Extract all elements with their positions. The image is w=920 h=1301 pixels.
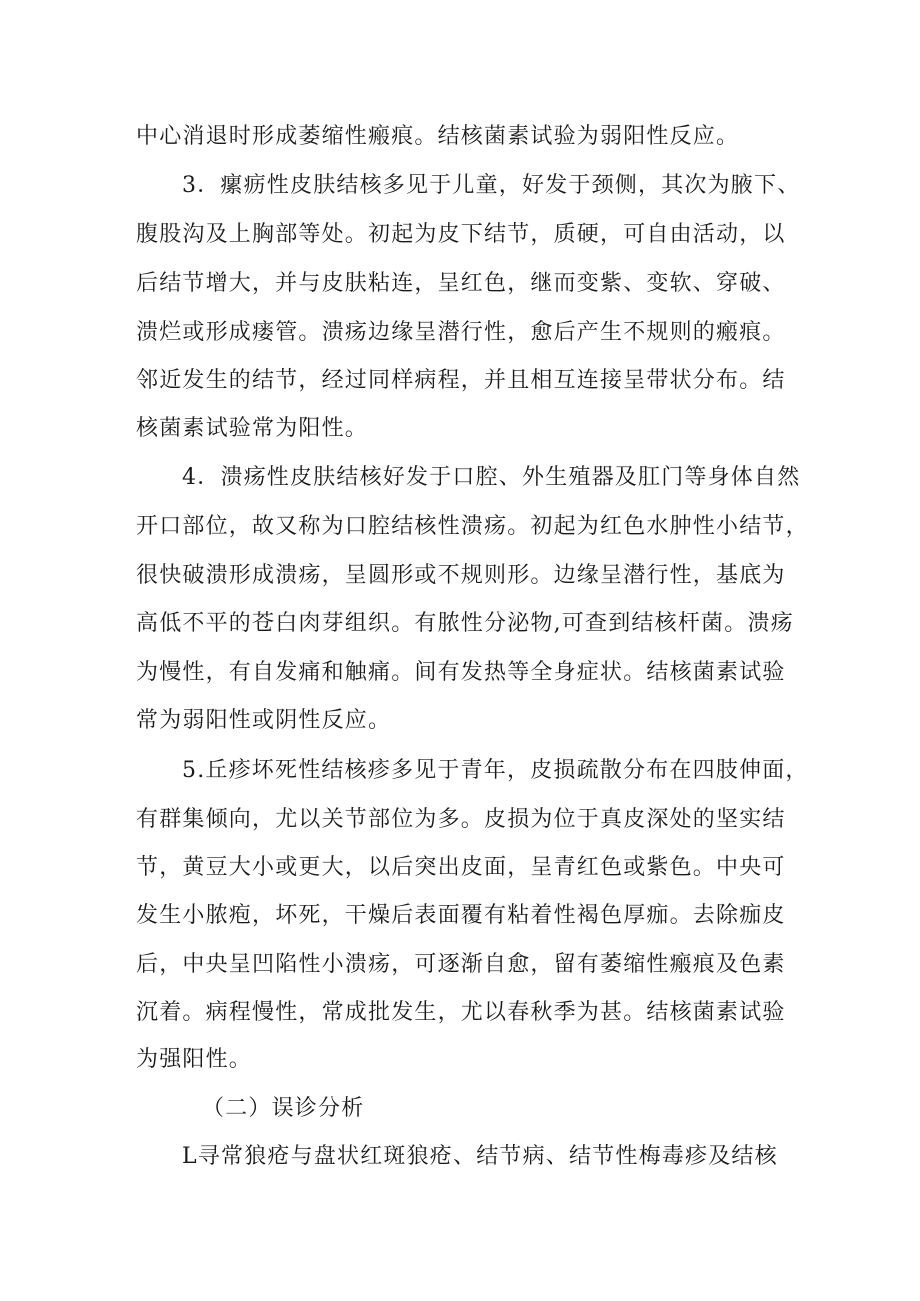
text-line: 腹股沟及上胸部等处。初起为皮下结节，质硬，可自由活动，以 [136,222,786,247]
text-line: 后结节增大，并与皮肤粘连，呈红色，继而变紫、变软、穿破、 [136,271,786,296]
section-heading: （二）误诊分析 [202,1096,365,1121]
text-line: 高低不平的苍白肉芽组织。有脓性分泌物,可查到结核杆菌。溃疡 [136,611,794,636]
text-line: 后，中央呈凹陷性小溃疡，可逐渐自愈，留有萎缩性瘢痕及色素 [136,952,786,977]
text-line: 节，黄豆大小或更大，以后突出皮面，呈青红色或紫色。中央可 [136,855,786,880]
text-line: 3．瘰疬性皮肤结核多见于儿童，好发于颈侧，其次为腋下、 [182,173,801,198]
text-line: 很快破溃形成溃疡，呈圆形或不规则形。边缘呈潜行性，基底为 [136,563,786,588]
text-line: 4．溃疡性皮肤结核好发于口腔、外生殖器及肛门等身体自然 [182,465,801,490]
text-line: 开口部位，故又称为口腔结核性溃疡。初起为红色水肿性小结节， [136,514,809,539]
text-line: 有群集倾向，尤以关节部位为多。皮损为位于真皮深处的坚实结 [136,807,786,832]
text-line: 为慢性，有自发痛和触痛。间有发热等全身症状。结核菌素试验 [136,660,786,685]
text-line: 5.丘疹坏死性结核疹多见于青年，皮损疏散分布在四肢伸面， [182,758,809,783]
text-line: 中心消退时形成萎缩性瘢痕。结核菌素试验为弱阳性反应。 [136,124,740,149]
text-line: 沉着。病程慢性，常成批发生，尤以春秋季为甚。结核菌素试验 [136,1000,786,1025]
text-line: 核菌素试验常为阳性。 [136,416,369,441]
text-line: L寻常狼疮与盘状红斑狼疮、结节病、结节性梅毒疹及结核 [182,1144,778,1169]
text-line: 常为弱阳性或阴性反应。 [136,708,392,733]
text-line: 邻近发生的结节，经过同样病程，并且相互连接呈带状分布。结 [136,368,786,393]
text-line: 发生小脓疱，坏死，干燥后表面覆有粘着性褐色厚痂。去除痂皮 [136,903,786,928]
text-line: 溃烂或形成瘘管。溃疡边缘呈潜行性，愈后产生不规则的瘢痕。 [136,320,786,345]
text-line: 为强阳性。 [136,1047,253,1072]
